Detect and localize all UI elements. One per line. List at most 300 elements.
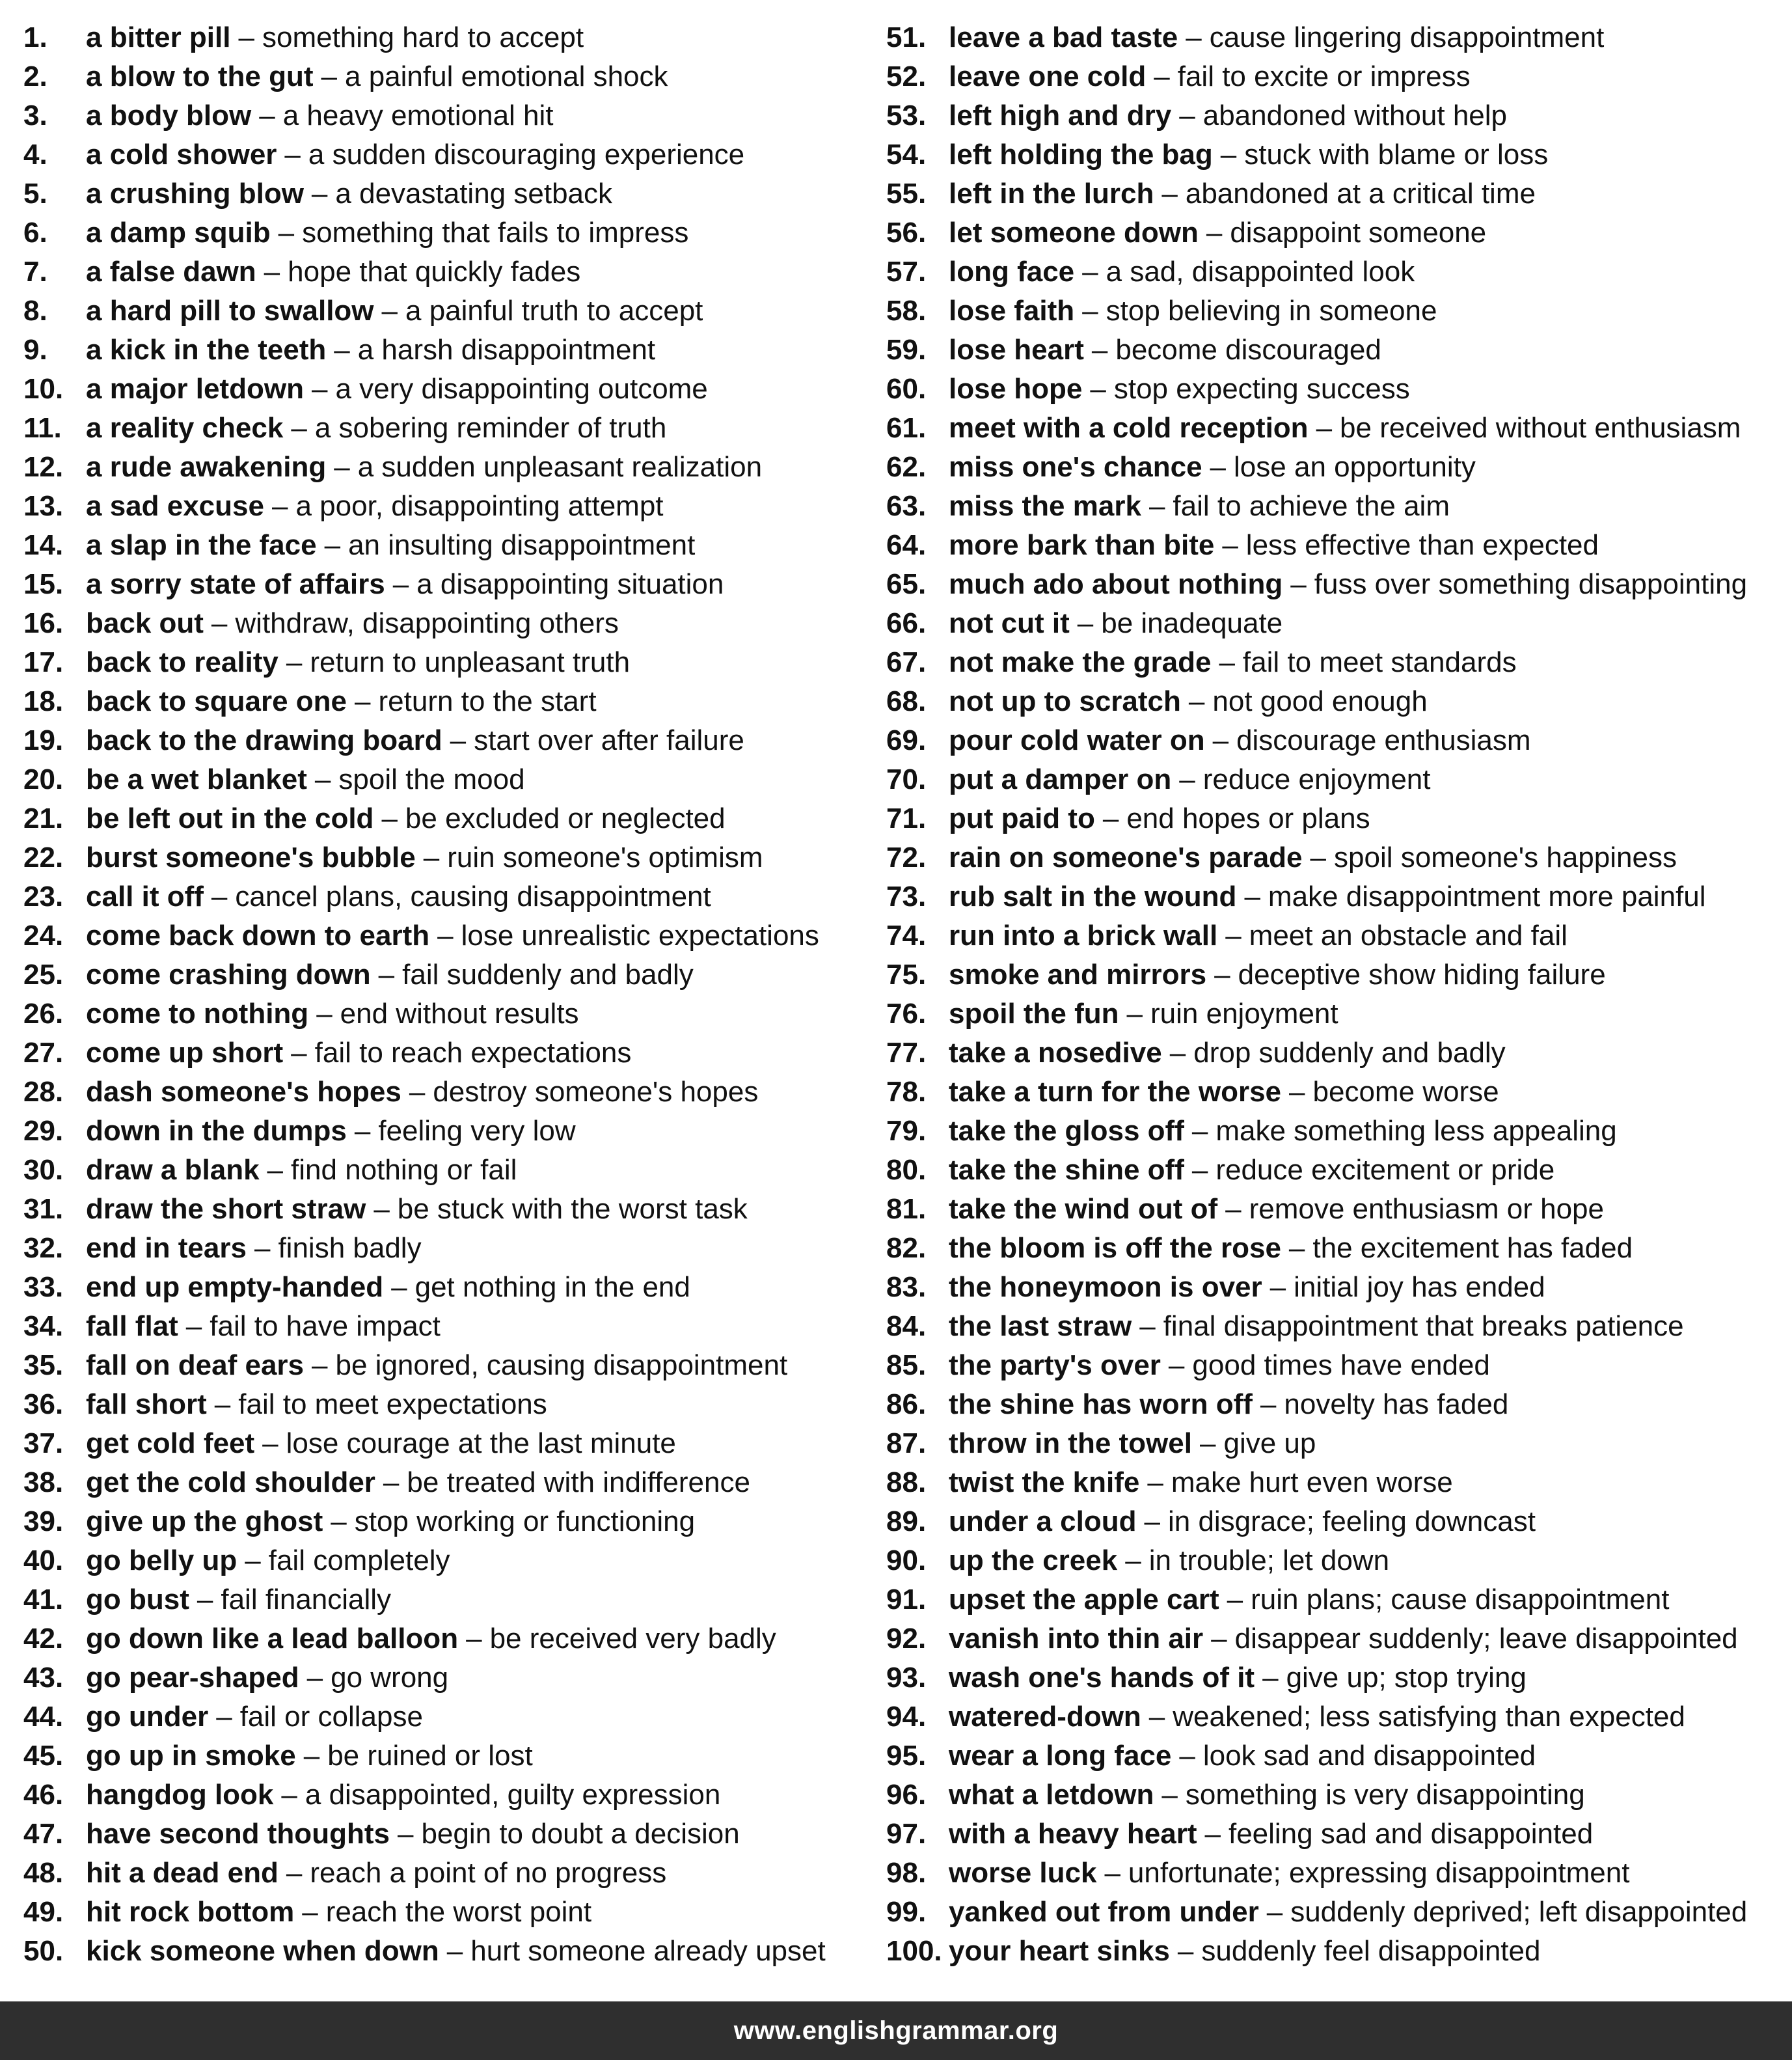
footer-bar: [0, 2001, 1792, 2060]
item-number: 35.: [23, 1349, 64, 1381]
separator-dash: –: [314, 763, 331, 795]
list-item: [886, 799, 1784, 838]
idiom-phrase: call it off: [86, 881, 204, 913]
separator-dash: –: [324, 529, 341, 561]
separator-dash: –: [437, 920, 454, 952]
idiom-phrase: draw a blank: [86, 1154, 260, 1186]
separator-dash: –: [291, 1037, 307, 1069]
idiom-phrase: fall flat: [86, 1310, 178, 1342]
idiom-phrase: left holding the bag: [949, 139, 1213, 171]
idiom-phrase: back out: [86, 607, 204, 639]
list-item: [886, 1346, 1784, 1385]
separator-dash: –: [334, 334, 350, 366]
idiom-meaning: look sad and disappointed: [1202, 1740, 1536, 1772]
idiom-meaning: fail completely: [268, 1545, 450, 1576]
idiom-meaning: suddenly deprived; left disappointed: [1290, 1896, 1748, 1928]
list-item: [886, 1151, 1784, 1190]
separator-dash: –: [1212, 724, 1229, 756]
item-number: 23.: [23, 881, 64, 913]
idiom-phrase: a crushing blow: [86, 178, 304, 210]
idiom-phrase: go bust: [86, 1584, 189, 1615]
idiom-phrase: the last straw: [949, 1310, 1132, 1342]
item-number: 52.: [886, 61, 927, 92]
list-item: [886, 213, 1784, 253]
list-item: [886, 1658, 1784, 1697]
idiom-phrase: fall short: [86, 1388, 207, 1420]
list-item: [23, 1151, 869, 1190]
list-item: [886, 57, 1784, 96]
list-item: [23, 721, 869, 760]
idiom-meaning: begin to doubt a decision: [421, 1818, 740, 1850]
list-item: [23, 253, 869, 292]
list-item: [23, 1385, 869, 1424]
idiom-phrase: come to nothing: [86, 998, 309, 1030]
idiom-phrase: kick someone when down: [86, 1935, 439, 1967]
list-item: [886, 1424, 1784, 1463]
item-number: 42.: [23, 1623, 64, 1655]
idiom-phrase: go pear-shaped: [86, 1662, 299, 1694]
separator-dash: –: [392, 568, 409, 600]
idiom-meaning: return to the start: [378, 685, 597, 717]
separator-dash: –: [245, 1545, 261, 1576]
list-item: [23, 1541, 869, 1580]
idiom-phrase: not up to scratch: [949, 685, 1181, 717]
separator-dash: –: [1102, 803, 1119, 834]
list-item: [23, 174, 869, 213]
idiom-meaning: something hard to accept: [262, 21, 584, 53]
idiom-phrase: take the gloss off: [949, 1115, 1184, 1147]
separator-dash: –: [466, 1623, 482, 1655]
idiom-meaning: a heavy emotional hit: [282, 100, 554, 131]
idiom-meaning: cancel plans, causing disappointment: [235, 881, 711, 913]
idiom-phrase: yanked out from under: [949, 1896, 1259, 1928]
list-item: [886, 135, 1784, 174]
item-number: 37.: [23, 1427, 64, 1459]
list-item: [886, 1541, 1784, 1580]
list-item: [23, 1034, 869, 1073]
item-number: 84.: [886, 1310, 927, 1342]
idiom-phrase: a blow to the gut: [86, 61, 314, 92]
list-item: [886, 877, 1784, 916]
item-number: 59.: [886, 334, 927, 366]
idiom-phrase: burst someone's bubble: [86, 842, 416, 873]
separator-dash: –: [423, 842, 440, 873]
idiom-meaning: hope that quickly fades: [288, 256, 581, 288]
separator-dash: –: [409, 1076, 426, 1108]
idiom-phrase: the bloom is off the rose: [949, 1232, 1281, 1264]
list-item: [886, 916, 1784, 955]
idiom-phrase: put a damper on: [949, 763, 1172, 795]
separator-dash: –: [1262, 1662, 1279, 1694]
item-number: 51.: [886, 21, 927, 53]
separator-dash: –: [286, 1857, 303, 1889]
separator-dash: –: [1210, 451, 1227, 483]
idiom-phrase: miss the mark: [949, 490, 1141, 522]
list-item: [23, 331, 869, 370]
idiom-phrase: back to reality: [86, 646, 278, 678]
idiom-phrase: spoil the fun: [949, 998, 1119, 1030]
idiom-phrase: pour cold water on: [949, 724, 1205, 756]
separator-dash: –: [312, 1349, 328, 1381]
idiom-phrase: left high and dry: [949, 100, 1172, 131]
separator-dash: –: [185, 1310, 202, 1342]
list-item: [23, 1619, 869, 1658]
item-number: 89.: [886, 1505, 927, 1537]
item-number: 97.: [886, 1818, 927, 1850]
separator-dash: –: [1211, 1623, 1227, 1655]
idiom-phrase: a sad excuse: [86, 490, 264, 522]
separator-dash: –: [211, 881, 228, 913]
list-item: [23, 487, 869, 526]
separator-dash: –: [373, 1193, 390, 1225]
list-item: [23, 565, 869, 604]
separator-dash: –: [306, 1662, 323, 1694]
separator-dash: –: [1148, 490, 1165, 522]
separator-dash: –: [1222, 529, 1238, 561]
item-number: 65.: [886, 568, 927, 600]
idiom-meaning: be ignored, causing disappointment: [335, 1349, 788, 1381]
separator-dash: –: [1186, 21, 1202, 53]
list-item: [23, 135, 869, 174]
separator-dash: –: [1144, 1505, 1160, 1537]
idiom-phrase: a body blow: [86, 100, 252, 131]
list-item: [886, 604, 1784, 643]
separator-dash: –: [1147, 1466, 1163, 1498]
list-item: [23, 643, 869, 682]
list-item: [886, 1854, 1784, 1893]
separator-dash: –: [1139, 1310, 1156, 1342]
item-number: 30.: [23, 1154, 64, 1186]
item-number: 90.: [886, 1545, 927, 1576]
separator-dash: –: [278, 217, 295, 249]
item-number: 93.: [886, 1662, 927, 1694]
idiom-phrase: be a wet blanket: [86, 763, 307, 795]
idiom-phrase: worse luck: [949, 1857, 1097, 1889]
idiom-meaning: abandoned without help: [1202, 100, 1508, 131]
separator-dash: –: [267, 1154, 284, 1186]
list-item: [886, 760, 1784, 799]
list-item: [23, 1190, 869, 1229]
idiom-phrase: leave one cold: [949, 61, 1147, 92]
list-item: [886, 1190, 1784, 1229]
item-number: 78.: [886, 1076, 927, 1108]
separator-dash: –: [1225, 1193, 1242, 1225]
list-item: [886, 1815, 1784, 1854]
separator-dash: –: [1169, 1037, 1186, 1069]
list-item: [886, 1229, 1784, 1268]
separator-dash: –: [1204, 1818, 1221, 1850]
right-column: [886, 18, 1784, 1971]
separator-dash: –: [354, 1115, 371, 1147]
list-item: [886, 1893, 1784, 1932]
separator-dash: –: [378, 959, 395, 991]
idiom-phrase: draw the short straw: [86, 1193, 366, 1225]
item-number: 100.: [886, 1935, 942, 1967]
idiom-meaning: fail to achieve the aim: [1173, 490, 1450, 522]
separator-dash: –: [316, 998, 333, 1030]
idiom-phrase: come up short: [86, 1037, 284, 1069]
item-number: 15.: [23, 568, 64, 600]
item-number: 9.: [23, 334, 48, 366]
item-number: 48.: [23, 1857, 64, 1889]
idiom-meaning: end without results: [340, 998, 579, 1030]
idiom-phrase: not cut it: [949, 607, 1070, 639]
list-item: [23, 955, 869, 995]
idiom-phrase: lose heart: [949, 334, 1084, 366]
item-number: 83.: [886, 1271, 927, 1303]
item-number: 1.: [23, 21, 48, 53]
idiom-meaning: make disappointment more painful: [1268, 881, 1706, 913]
idiom-phrase: watered-down: [949, 1701, 1141, 1733]
separator-dash: –: [1191, 1154, 1208, 1186]
item-number: 39.: [23, 1505, 64, 1537]
list-item: [886, 1580, 1784, 1619]
idiom-phrase: meet with a cold reception: [949, 412, 1309, 444]
separator-dash: –: [1168, 1349, 1185, 1381]
item-number: 34.: [23, 1310, 64, 1342]
idiom-meaning: reduce excitement or pride: [1215, 1154, 1555, 1186]
item-number: 50.: [23, 1935, 64, 1967]
idiom-meaning: a painful truth to accept: [405, 295, 703, 327]
idiom-meaning: fail to have impact: [210, 1310, 441, 1342]
idiom-meaning: a poor, disappointing attempt: [295, 490, 664, 522]
idiom-phrase: go under: [86, 1701, 209, 1733]
separator-dash: –: [1288, 1232, 1305, 1264]
separator-dash: –: [321, 61, 337, 92]
list-item: [886, 995, 1784, 1034]
list-item: [23, 370, 869, 409]
item-number: 56.: [886, 217, 927, 249]
list-item: [886, 292, 1784, 331]
item-number: 88.: [886, 1466, 927, 1498]
item-number: 54.: [886, 139, 927, 171]
idiom-phrase: put paid to: [949, 803, 1095, 834]
idiom-meaning: return to unpleasant truth: [310, 646, 631, 678]
separator-dash: –: [331, 1505, 347, 1537]
idiom-meaning: novelty has faded: [1284, 1388, 1509, 1420]
idiom-meaning: cause lingering disappointment: [1209, 21, 1605, 53]
separator-dash: –: [1199, 1427, 1216, 1459]
list-item: [23, 916, 869, 955]
idiom-meaning: final disappointment that breaks patience: [1163, 1310, 1684, 1342]
idiom-meaning: stop believing in someone: [1106, 295, 1437, 327]
idiom-meaning: reach the worst point: [325, 1896, 592, 1928]
separator-dash: –: [303, 1740, 320, 1772]
separator-dash: –: [1179, 1740, 1195, 1772]
separator-dash: –: [1227, 1584, 1243, 1615]
list-item: [23, 1815, 869, 1854]
item-number: 76.: [886, 998, 927, 1030]
list-item: [886, 253, 1784, 292]
idiom-phrase: back to square one: [86, 685, 347, 717]
item-number: 63.: [886, 490, 927, 522]
item-number: 62.: [886, 451, 927, 483]
idiom-phrase: up the creek: [949, 1545, 1118, 1576]
idiom-phrase: hangdog look: [86, 1779, 274, 1811]
idiom-phrase: smoke and mirrors: [949, 959, 1207, 991]
idiom-meaning: disappoint someone: [1230, 217, 1487, 249]
idiom-meaning: in disgrace; feeling downcast: [1167, 1505, 1536, 1537]
item-number: 80.: [886, 1154, 927, 1186]
separator-dash: –: [1220, 139, 1237, 171]
item-number: 5.: [23, 178, 48, 210]
item-number: 60.: [886, 373, 927, 405]
idiom-meaning: give up: [1223, 1427, 1316, 1459]
list-item: [23, 1776, 869, 1815]
idiom-phrase: go up in smoke: [86, 1740, 296, 1772]
item-number: 82.: [886, 1232, 927, 1264]
idiom-meaning: fail suddenly and badly: [402, 959, 694, 991]
separator-dash: –: [1244, 881, 1260, 913]
idiom-phrase: take the shine off: [949, 1154, 1184, 1186]
separator-dash: –: [1214, 959, 1230, 991]
idiom-phrase: leave a bad taste: [949, 21, 1178, 53]
idiom-phrase: back to the drawing board: [86, 724, 442, 756]
list-item: [23, 604, 869, 643]
idiom-meaning: drop suddenly and badly: [1193, 1037, 1506, 1069]
item-number: 75.: [886, 959, 927, 991]
item-number: 44.: [23, 1701, 64, 1733]
idiom-phrase: end in tears: [86, 1232, 247, 1264]
separator-dash: –: [1219, 646, 1235, 678]
list-item: [23, 1502, 869, 1541]
idiom-phrase: a damp squib: [86, 217, 271, 249]
idiom-meaning: something that fails to impress: [302, 217, 689, 249]
list-item: [886, 838, 1784, 877]
list-item: [23, 682, 869, 721]
item-number: 41.: [23, 1584, 64, 1615]
idiom-meaning: lose an opportunity: [1234, 451, 1476, 483]
separator-dash: –: [1260, 1388, 1277, 1420]
idiom-meaning: a sudden unpleasant realization: [357, 451, 763, 483]
separator-dash: –: [1082, 256, 1098, 288]
separator-dash: –: [197, 1584, 213, 1615]
item-number: 94.: [886, 1701, 927, 1733]
website-url: www.englishgrammar.org: [733, 2016, 1059, 2045]
separator-dash: –: [1269, 1271, 1286, 1303]
idiom-meaning: fail to meet standards: [1242, 646, 1517, 678]
idiom-phrase: have second thoughts: [86, 1818, 390, 1850]
idiom-phrase: vanish into thin air: [949, 1623, 1204, 1655]
idiom-meaning: a sad, disappointed look: [1106, 256, 1415, 288]
item-number: 64.: [886, 529, 927, 561]
separator-dash: –: [1161, 1779, 1178, 1811]
idiom-phrase: wear a long face: [949, 1740, 1172, 1772]
idiom-meaning: lose courage at the last minute: [286, 1427, 676, 1459]
idiom-phrase: the shine has worn off: [949, 1388, 1253, 1420]
item-number: 40.: [23, 1545, 64, 1576]
item-number: 16.: [23, 607, 64, 639]
list-item: [23, 213, 869, 253]
idiom-meaning: fail to excite or impress: [1177, 61, 1471, 92]
idiom-meaning: something is very disappointing: [1185, 1779, 1585, 1811]
list-item: [23, 1073, 869, 1112]
idiom-phrase: not make the grade: [949, 646, 1212, 678]
idiom-phrase: let someone down: [949, 217, 1199, 249]
idiom-phrase: your heart sinks: [949, 1935, 1170, 1967]
idiom-meaning: spoil someone's happiness: [1334, 842, 1677, 873]
separator-dash: –: [286, 646, 303, 678]
idiom-meaning: be received very badly: [489, 1623, 776, 1655]
separator-dash: –: [355, 685, 371, 717]
list-item: [886, 487, 1784, 526]
item-number: 92.: [886, 1623, 927, 1655]
idiom-meaning: lose unrealistic expectations: [461, 920, 819, 952]
idiom-phrase: end up empty-handed: [86, 1271, 384, 1303]
list-item: [886, 331, 1784, 370]
list-item: [23, 1658, 869, 1697]
item-number: 61.: [886, 412, 927, 444]
idiom-meaning: be received without enthusiasm: [1340, 412, 1741, 444]
idiom-meaning: a painful emotional shock: [345, 61, 668, 92]
idiom-phrase: a major letdown: [86, 373, 304, 405]
item-number: 72.: [886, 842, 927, 873]
list-item: [886, 1073, 1784, 1112]
item-number: 69.: [886, 724, 927, 756]
idiom-meaning: stop working or functioning: [354, 1505, 696, 1537]
idiom-phrase: a rude awakening: [86, 451, 327, 483]
idiom-phrase: upset the apple cart: [949, 1584, 1219, 1615]
separator-dash: –: [391, 1271, 407, 1303]
idiom-meaning: get nothing in the end: [414, 1271, 690, 1303]
item-number: 18.: [23, 685, 64, 717]
idiom-phrase: twist the knife: [949, 1466, 1140, 1498]
list-item: [23, 1737, 869, 1776]
idiom-meaning: feeling very low: [378, 1115, 576, 1147]
item-number: 87.: [886, 1427, 927, 1459]
idiom-meaning: fail to reach expectations: [314, 1037, 632, 1069]
idiom-meaning: a devastating setback: [335, 178, 613, 210]
list-item: [23, 1307, 869, 1346]
idiom-meaning: become discouraged: [1115, 334, 1381, 366]
list-item: [886, 1463, 1784, 1502]
item-number: 45.: [23, 1740, 64, 1772]
idiom-meaning: ruin plans; cause disappointment: [1251, 1584, 1670, 1615]
idiom-meaning: meet an obstacle and fail: [1249, 920, 1568, 952]
separator-dash: –: [1154, 61, 1170, 92]
separator-dash: –: [302, 1896, 318, 1928]
item-number: 86.: [886, 1388, 927, 1420]
separator-dash: –: [1104, 1857, 1120, 1889]
separator-dash: –: [264, 256, 280, 288]
item-number: 29.: [23, 1115, 64, 1147]
item-number: 67.: [886, 646, 927, 678]
list-item: [23, 1112, 869, 1151]
idiom-phrase: take the wind out of: [949, 1193, 1218, 1225]
separator-dash: –: [1225, 920, 1242, 952]
idiom-phrase: hit a dead end: [86, 1857, 278, 1889]
idiom-meaning: be treated with indifference: [407, 1466, 750, 1498]
item-number: 55.: [886, 178, 927, 210]
idiom-phrase: lose faith: [949, 295, 1075, 327]
idiom-meaning: destroy someone's hopes: [433, 1076, 759, 1108]
item-number: 66.: [886, 607, 927, 639]
item-number: 21.: [23, 803, 64, 834]
separator-dash: –: [1077, 607, 1094, 639]
item-number: 95.: [886, 1740, 927, 1772]
idiom-phrase: a kick in the teeth: [86, 334, 327, 366]
idiom-phrase: throw in the towel: [949, 1427, 1192, 1459]
list-item: [886, 1776, 1784, 1815]
item-number: 11.: [23, 412, 62, 444]
item-number: 33.: [23, 1271, 64, 1303]
idiom-meaning: give up; stop trying: [1286, 1662, 1527, 1694]
item-number: 53.: [886, 100, 927, 131]
separator-dash: –: [381, 803, 398, 834]
separator-dash: –: [311, 178, 328, 210]
idiom-meaning: be inadequate: [1101, 607, 1283, 639]
item-number: 24.: [23, 920, 64, 952]
